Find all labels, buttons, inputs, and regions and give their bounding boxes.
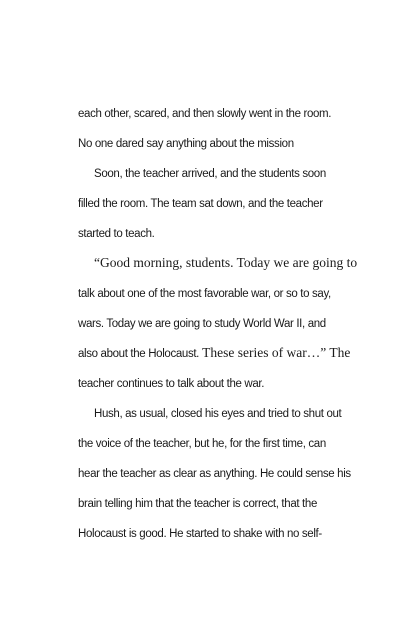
text-line-mixed [78,346,378,361]
text-line: filled the room. The team sat down, and the teacher [78,198,323,210]
text-line: No one dared say anything about the mission [78,138,294,150]
text-line: talk about one of the most favorable war, or so to say, [78,288,331,300]
text-line: the voice of the teacher, but he, for the first time, can [78,438,326,450]
text-line: Hush, as usual, closed his eyes and tried to shut out [94,408,342,420]
text-line: brain telling him that the teacher is correct, that the [78,498,317,510]
text-run-serif: These series of war…” The [199,345,351,360]
text-line: Soon, the teacher arrived, and the students soon [94,168,326,180]
text-line: started to teach. [78,228,155,240]
text-line: each other, scared, and then slowly went in the room. [78,108,332,120]
text-run: also about the Holocaust. [78,348,200,360]
text-line: Holocaust is good. He started to shake with no self- [78,528,322,540]
text-line: hear the teacher as clear as anything. He could sense his [78,468,351,480]
text-line: teacher continues to talk about the war. [78,378,265,390]
text-line: wars. Today we are going to study World War II, and [78,318,326,330]
text-line: “Good morning, students. Today we are going to [94,255,358,270]
